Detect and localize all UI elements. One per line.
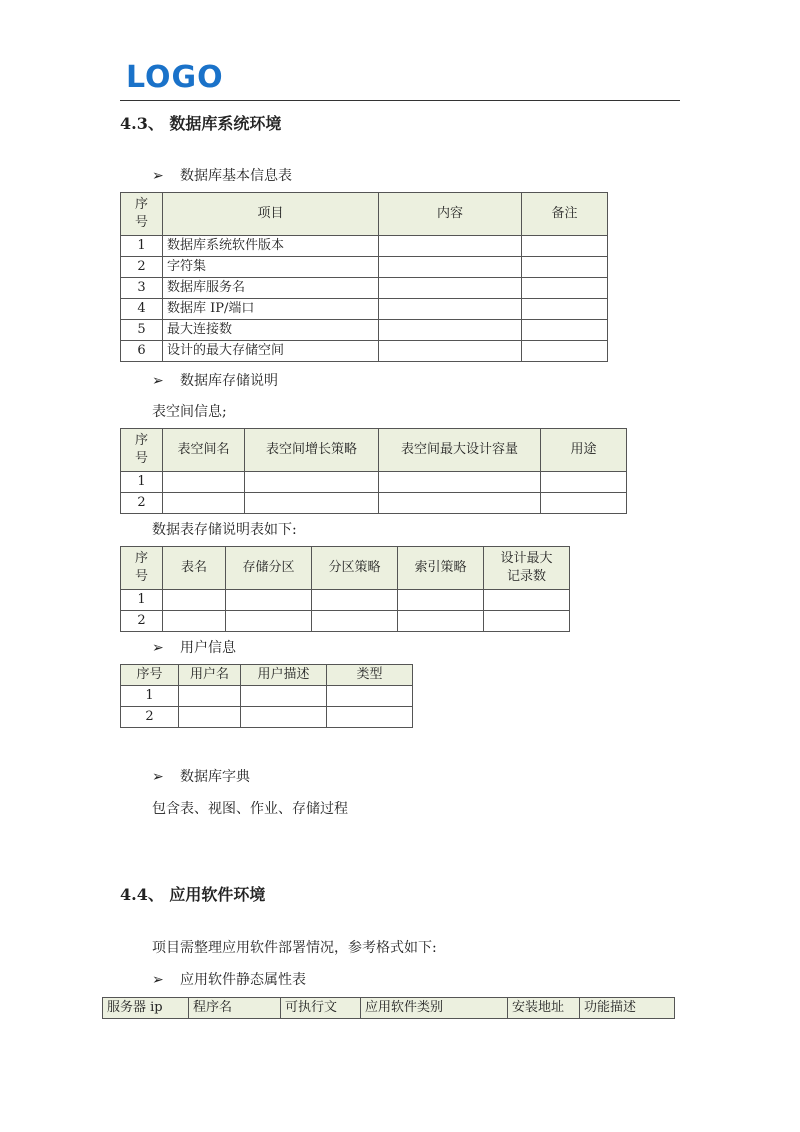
table-header-row: [121, 429, 627, 472]
header-cell: 序 号: [121, 193, 163, 236]
cell: [398, 590, 484, 611]
arrow-bullet-icon: ➢: [152, 769, 164, 785]
cell: [163, 493, 245, 514]
header-cell: 内容: [379, 193, 522, 236]
table-row: [121, 278, 608, 299]
section-intro: 项目需整理应用软件部署情况，参考格式如下:: [152, 940, 437, 956]
bullet-user-info: [152, 639, 236, 657]
header-cell: 分区策略: [312, 547, 398, 590]
bullet-dictionary: [152, 768, 250, 786]
cell: [522, 278, 608, 299]
user-info-table: [120, 664, 413, 728]
cell: [179, 686, 241, 707]
cell: [312, 611, 398, 632]
cell: [163, 611, 226, 632]
cell: 2: [121, 707, 179, 728]
table-header-row: [103, 998, 675, 1019]
cell: [522, 257, 608, 278]
cell: [379, 320, 522, 341]
header-cell: 类型: [327, 665, 413, 686]
header-divider: [120, 100, 680, 101]
arrow-bullet-icon: ➢: [152, 373, 164, 389]
table-header-row: [121, 193, 608, 236]
header-cell: 索引策略: [398, 547, 484, 590]
cell: 2: [121, 493, 163, 514]
header-cell: 用户名: [179, 665, 241, 686]
cell: [484, 590, 570, 611]
cell: [379, 257, 522, 278]
cell: [241, 707, 327, 728]
cell: 最大连接数: [163, 320, 379, 341]
header-cell: 序 号: [121, 429, 163, 472]
cell: 1: [121, 686, 179, 707]
header-cell: 表空间名: [163, 429, 245, 472]
cell: 4: [121, 299, 163, 320]
cell: [379, 236, 522, 257]
cell: [226, 611, 312, 632]
cell: 数据库系统软件版本: [163, 236, 379, 257]
header-cell: 服务器 ip: [103, 998, 189, 1019]
cell: 3: [121, 278, 163, 299]
dictionary-description: 包含表、视图、作业、存储过程: [152, 801, 348, 817]
cell: [522, 341, 608, 362]
table-row: [121, 707, 413, 728]
table-row: [121, 611, 570, 632]
header-cell: 序号: [121, 665, 179, 686]
cell: [522, 299, 608, 320]
cell: [484, 611, 570, 632]
arrow-bullet-icon: ➢: [152, 168, 164, 184]
cell: 数据库服务名: [163, 278, 379, 299]
cell: [522, 320, 608, 341]
table-row: [121, 590, 570, 611]
static-attributes-table: [102, 997, 675, 1019]
bullet-label: 应用软件静态属性表: [180, 972, 306, 988]
section-title-4-3: 4.3、 数据库系统环境: [120, 114, 282, 133]
header-cell: 表空间增长策略: [245, 429, 379, 472]
table-row: [121, 472, 627, 493]
cell: 数据库 IP/端口: [163, 299, 379, 320]
cell: [398, 611, 484, 632]
cell: [163, 590, 226, 611]
cell: [379, 472, 541, 493]
cell: [522, 236, 608, 257]
cell: 设计的最大存储空间: [163, 341, 379, 362]
tablespace-table: [120, 428, 627, 514]
cell: [327, 686, 413, 707]
table-header-row: [121, 665, 413, 686]
cell: 2: [121, 257, 163, 278]
table-row: [121, 493, 627, 514]
basic-info-table: [120, 192, 608, 362]
section-title-4-4: 4.4、 应用软件环境: [120, 885, 266, 904]
header-cell: 程序名: [189, 998, 281, 1019]
bullet-basic-info: [152, 167, 292, 185]
cell: [379, 493, 541, 514]
cell: [379, 341, 522, 362]
cell: 5: [121, 320, 163, 341]
header-cell: 备注: [522, 193, 608, 236]
cell: 字符集: [163, 257, 379, 278]
cell: [226, 590, 312, 611]
header-cell: 表空间最大设计容量: [379, 429, 541, 472]
cell: [541, 472, 627, 493]
table-row: [121, 299, 608, 320]
header-cell: 用户描述: [241, 665, 327, 686]
cell: [241, 686, 327, 707]
bullet-static-attributes: [152, 971, 306, 989]
bullet-label: 数据库基本信息表: [180, 168, 292, 184]
table-header-row: [121, 547, 570, 590]
table-row: [121, 236, 608, 257]
cell: 1: [121, 590, 163, 611]
table-row: [121, 257, 608, 278]
header-cell: 可执行文: [281, 998, 361, 1019]
datatable-storage-table: [120, 546, 570, 632]
tablespace-label: 表空间信息;: [152, 404, 227, 420]
arrow-bullet-icon: ➢: [152, 972, 164, 988]
header-cell: 用途: [541, 429, 627, 472]
cell: [541, 493, 627, 514]
header-cell: 应用软件类别: [361, 998, 508, 1019]
table-row: [121, 341, 608, 362]
cell: [163, 472, 245, 493]
header-cell: 功能描述: [580, 998, 675, 1019]
cell: [245, 493, 379, 514]
header-cell: 序 号: [121, 547, 163, 590]
table-row: [121, 686, 413, 707]
cell: 2: [121, 611, 163, 632]
header-cell: 项目: [163, 193, 379, 236]
cell: [327, 707, 413, 728]
datatable-label: 数据表存储说明表如下:: [152, 522, 297, 538]
logo: LOGO: [126, 60, 224, 95]
cell: 1: [121, 472, 163, 493]
arrow-bullet-icon: ➢: [152, 640, 164, 656]
cell: 6: [121, 341, 163, 362]
header-cell: 设计最大 记录数: [484, 547, 570, 590]
cell: 1: [121, 236, 163, 257]
header-cell: 表名: [163, 547, 226, 590]
cell: [379, 299, 522, 320]
header-cell: 存储分区: [226, 547, 312, 590]
cell: [179, 707, 241, 728]
cell: [379, 278, 522, 299]
bullet-label: 数据库存储说明: [180, 373, 278, 389]
cell: [312, 590, 398, 611]
cell: [245, 472, 379, 493]
table-row: [121, 320, 608, 341]
bullet-label: 数据库字典: [180, 769, 250, 785]
bullet-storage: [152, 372, 278, 390]
header-cell: 安装地址: [508, 998, 580, 1019]
bullet-label: 用户信息: [180, 640, 236, 656]
